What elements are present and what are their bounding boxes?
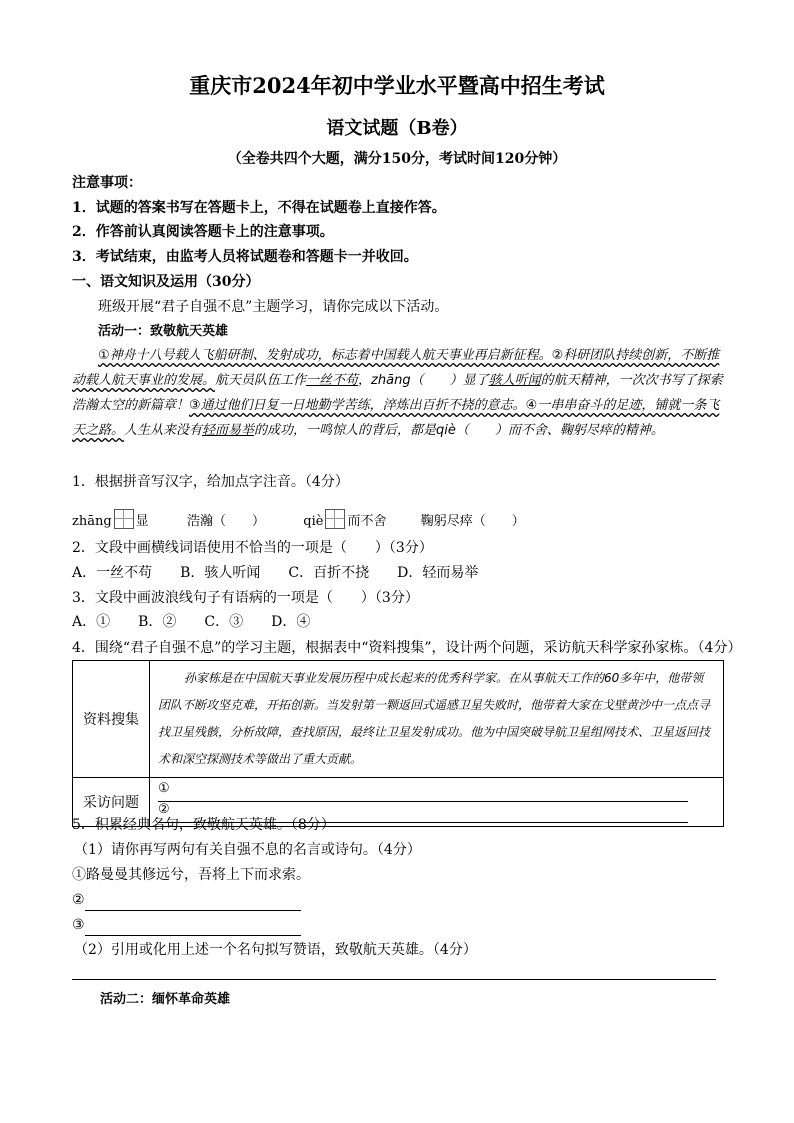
question-1-items: zhāng 显 浩瀚（ ） qiè 而不舍 鞠躬尽瘁（ ） <box>72 509 525 532</box>
answer-line-2[interactable]: ② <box>158 802 688 823</box>
underlined-word-2: 骇人听闻 <box>488 373 541 388</box>
char-box-1[interactable] <box>114 509 134 529</box>
question-5-sub-1: （1）请你再写两句有关自强不息的名言或诗句。（4分） <box>74 842 421 858</box>
question-5-blank-3: ③ <box>72 915 301 936</box>
question-5-blank-2: ② <box>72 890 301 911</box>
exam-note: （全卷共四个大题，满分150分，考试时间120分钟） <box>227 151 567 167</box>
exam-subtitle: 语文试题（B卷） <box>326 118 468 139</box>
question-5-example: ①路曼曼其修远兮，吾将上下而求索。 <box>72 867 310 883</box>
activity-1-heading: 活动一：致敬航天英雄 <box>98 324 229 339</box>
notice-item-2: 2．作答前认真阅读答题卡上的注意事项。 <box>72 224 334 240</box>
question-2-options: A．一丝不苟 B．骇人听闻 C．百折不挠 D．轻而易举 <box>72 565 479 581</box>
interview-table <box>72 660 724 827</box>
answer-blank-2[interactable] <box>85 890 301 911</box>
table-label-questions: 采访问题 <box>73 778 150 827</box>
section-heading: 一、语文知识及运用（30分） <box>72 274 260 290</box>
answer-blank-3[interactable] <box>85 915 301 936</box>
question-5-sub-2: （2）引用或化用上述一个名句拟写赞语，致敬航天英雄。（4分） <box>74 942 477 958</box>
section-intro: 班级开展“君子自强不息”主题学习，请你完成以下活动。 <box>98 299 449 315</box>
notice-heading: 注意事项： <box>72 175 142 191</box>
sentence-2: ②科研团队持续创新，不断推动载人航天事业的发展。 <box>72 348 720 388</box>
sentence-4: ④一串串奋斗的足迹，铺就一条飞天之路。 <box>72 398 720 438</box>
answer-line-5-2[interactable] <box>72 979 716 980</box>
sentence-3: ③通过他们日复一日地勤学苦练，淬炼出百折不挠的意志。 <box>189 398 526 413</box>
question-4-stem: 4．围绕“君子自强不息”的学习主题，根据表中“资料搜集”，设计两个问题，采访航天科学家孙家栋。（4分） <box>72 640 742 656</box>
char-box-2[interactable] <box>325 509 345 529</box>
question-5-stem: 5．积累经典名句，致敬航天英雄。（8分） <box>72 817 335 833</box>
reading-passage: ①神舟十八号载人飞船研制、发射成功，标志着中国载人航天事业再启新征程。②科研团队持续创新，不断推动载人航天事业的发展。航天员队伍工作一丝不苟，zhāng（ ）显了骇人听闻的航天精神，一次次书写了探索浩瀚太空的新篇章！③通过他们日复一日地勤学苦练，淬炼出百折不挠的意志。④一串串奋斗的足迹，铺就一条飞天之路。人生从来没有轻而易举的成功，一鸣惊人的背后，都是qiè（ ）而不舍、鞠躬尽瘁的精神。 <box>72 348 723 438</box>
underlined-word-3: 轻而易举 <box>202 423 255 438</box>
activity-2-heading: 活动二：缅怀革命英雄 <box>100 992 231 1007</box>
notice-item-3: 3．考试结束，由监考人员将试题卷和答题卡一并收回。 <box>72 249 418 265</box>
answer-line-1[interactable]: ① <box>158 781 688 802</box>
underlined-word-1: 一丝不苟 <box>306 373 359 388</box>
exam-title: 重庆市2024年初中学业水平暨高中招生考试 <box>189 73 605 98</box>
question-2-stem: 2．文段中画横线词语使用不恰当的一项是（ ）（3分） <box>72 540 433 556</box>
question-3-stem: 3．文段中画波浪线句子有语病的一项是（ ）（3分） <box>72 590 419 606</box>
question-1-stem: 1．根据拼音写汉字，给加点字注音。（4分） <box>72 474 349 490</box>
table-materials-text: 孙家栋是在中国航天事业发展历程中成长起来的优秀科学家。在从事航天工作的60多年中，他带领团队不断攻坚克难，开拓创新。当发射第一颗返回式遥感卫星失败时，他带着大家在戈壁黄沙中一点点寻找卫星残骸，分析故障，查找原因，最终让卫星发射成功。他为中国突破导航卫星组网技术、卫星返回技术和深空探测技术等做出了重大贡献。 <box>150 661 724 778</box>
table-label-materials: 资料搜集 <box>73 661 150 778</box>
sentence-1: ①神舟十八号载人飞船研制、发射成功，标志着中国载人航天事业再启新征程。 <box>98 348 552 363</box>
notice-item-1: 1．试题的答案书写在答题卡上，不得在试题卷上直接作答。 <box>72 200 446 216</box>
question-3-options: A．① B．② C．③ D．④ <box>72 614 311 630</box>
